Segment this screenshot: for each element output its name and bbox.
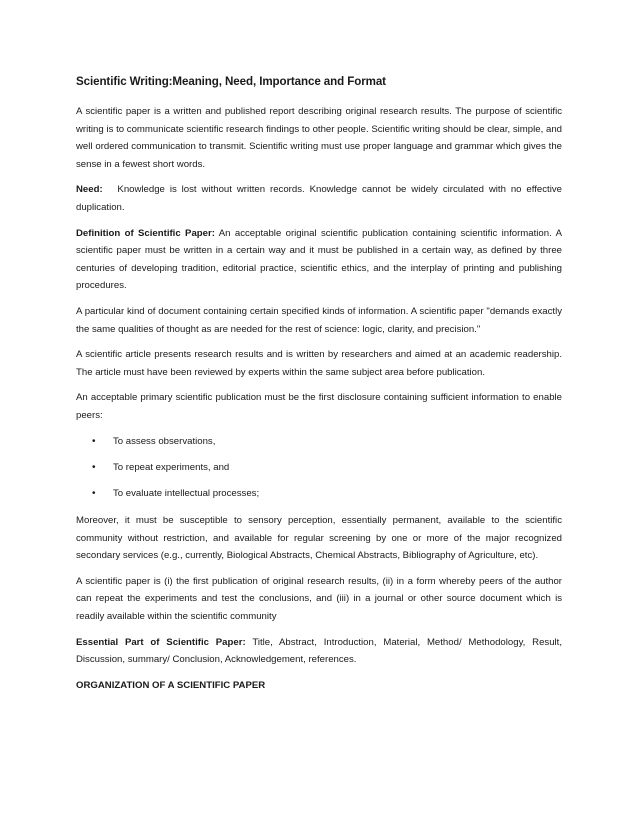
list-item (76, 433, 562, 451)
list-item-text: To evaluate intellectual processes; (113, 488, 260, 500)
document-page (76, 74, 562, 694)
document-title: Scientific Writing:Meaning, Need, Importance and Format (76, 75, 386, 88)
primary-paragraph: An acceptable primary scientific publication must be the first disclosure containing sufficient information to enable peers: (76, 392, 562, 421)
bullet-icon: • (92, 488, 96, 500)
bullet-icon: • (92, 435, 96, 447)
definition-label: Definition of Scientific Paper: (76, 227, 215, 239)
essential-label: Essential Part of Scientific Paper: (76, 636, 246, 648)
need-paragraph (76, 181, 562, 216)
kind-paragraph: A particular kind of document containing certain specified kinds of information. A scientific paper "demands exactly the same qualities of thought as are needed for the rest of science: logic, clarity, and precision." (76, 305, 562, 335)
list-item (76, 459, 562, 477)
organization-heading: ORGANIZATION OF A SCIENTIFIC PAPER (76, 679, 266, 691)
definition-paragraph (76, 225, 562, 295)
intro-paragraph: A scientific paper is a written and published report describing original research results. The purpose of scientific writing is to communicate scientific research findings to other people. Scientific writing should be clear, simple, and well ordered communication to transmit. Scientific writing must use proper language and grammar which gives the sense in a fewest short words. (76, 106, 562, 170)
first-publication-paragraph: A scientific paper is (i) the first publication of original research results, (ii) in a form whereby peers of the author can repeat the experiments and test the conclusions, and (iii) in a journal or other source document which is readily available within the scientific community (76, 575, 562, 622)
list-item (76, 485, 562, 503)
list-item-text: To assess observations, (113, 435, 216, 447)
essential-text: Title, Abstract, Introduction, Material, Method/ Methodology, Result, Discussion, summary/ Conclusion, Acknowledgement, references. (76, 636, 562, 666)
peer-purpose-list (76, 433, 562, 504)
article-paragraph: A scientific article presents research results and is written by researchers and aimed at an academic readership. The article must have been reviewed by experts within the same subject area before publication. (76, 349, 562, 378)
need-text: Knowledge is lost without written records. Knowledge cannot be widely circulated with no effective duplication. (76, 184, 562, 213)
essential-paragraph (76, 634, 562, 669)
list-item-text: To repeat experiments, and (113, 461, 230, 473)
moreover-paragraph: Moreover, it must be susceptible to sensory perception, essentially permanent, available to the scientific community without restriction, and available for regular screening by one or more of the major recognized secondary services (e.g., currently, Biological Abstracts, Chemical Abstracts, Bibliography of Agriculture, etc). (76, 514, 562, 562)
bullet-icon: • (92, 461, 96, 473)
definition-text: An acceptable original scientific publication containing scientific information. A scientific paper must be written in a certain way and it must be published in a certain way, as defined by three centuries of developing tradition, editorial practice, scientific ethics, and the interplay of printing and publishing procedures. (76, 227, 562, 292)
need-label: Need: (76, 184, 103, 196)
